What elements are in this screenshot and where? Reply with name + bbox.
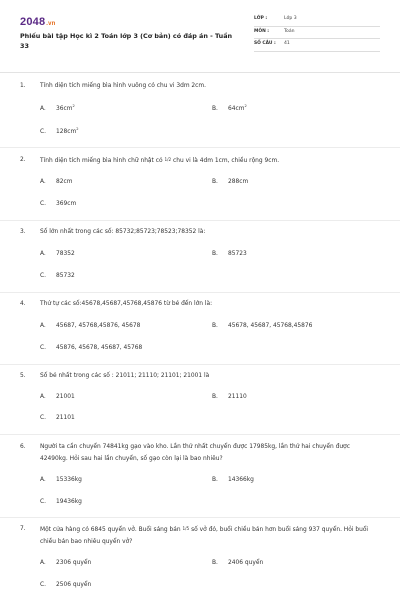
option-value: 14366kg xyxy=(228,477,254,483)
answer-option-b[interactable] xyxy=(212,323,312,329)
answer-option-c[interactable] xyxy=(40,273,75,279)
option-label: C. xyxy=(40,201,46,207)
meta-key: MÔN : xyxy=(254,28,270,34)
question-6 xyxy=(20,441,380,505)
option-value: 128cm xyxy=(56,129,77,135)
question-number: 1. xyxy=(20,83,26,89)
answer-option-a[interactable] xyxy=(40,394,75,400)
question-7 xyxy=(20,523,380,588)
question-number: 4. xyxy=(20,301,26,307)
answer-option-c[interactable] xyxy=(40,415,75,421)
question-number: 5. xyxy=(20,373,26,379)
answer-option-c[interactable] xyxy=(40,201,76,207)
question-body: Số bé nhất trong các số : 21011; 21110; 21101; 21001 là xyxy=(40,373,210,379)
meta-key: SỐ CÂU : xyxy=(254,41,276,46)
option-label: A. xyxy=(40,477,46,483)
question-3 xyxy=(20,226,380,279)
option-value: 36cm xyxy=(56,106,73,112)
answer-option-a[interactable] xyxy=(40,251,75,257)
question-text xyxy=(20,523,380,548)
meta-key: LỚP : xyxy=(254,16,268,21)
option-value: 78352 xyxy=(56,251,75,257)
site-logo[interactable] xyxy=(20,16,56,28)
answer-option-a[interactable] xyxy=(40,179,72,185)
option-label: C. xyxy=(40,129,46,135)
option-value: 21001 xyxy=(56,394,75,400)
answer-option-a[interactable] xyxy=(40,477,82,483)
option-label: B. xyxy=(212,323,218,329)
option-label: A. xyxy=(40,394,46,400)
question-text xyxy=(20,154,380,167)
question-text xyxy=(20,298,380,310)
answer-option-b[interactable] xyxy=(212,104,247,112)
worksheet-header xyxy=(0,0,400,68)
option-value: 19436kg xyxy=(56,499,82,505)
option-label: A. xyxy=(40,560,46,566)
answer-option-a[interactable] xyxy=(40,323,140,329)
logo-number: 2048 xyxy=(20,16,46,28)
fraction: 1/5 xyxy=(182,526,190,531)
option-label: A. xyxy=(40,179,46,185)
question-body-start: Một cửa hàng có 6845 quyển vở. Buổi sáng bán xyxy=(40,527,183,533)
question-text xyxy=(20,226,380,238)
question-divider xyxy=(0,292,400,293)
option-exponent: 2 xyxy=(76,127,79,131)
meta-value: Toán xyxy=(284,28,295,34)
answer-option-a[interactable] xyxy=(40,560,91,566)
answer-option-b[interactable] xyxy=(212,477,254,483)
question-divider xyxy=(0,364,400,365)
question-1 xyxy=(20,80,380,135)
question-divider xyxy=(0,517,400,518)
header-divider xyxy=(0,72,400,73)
option-label: C. xyxy=(40,415,46,421)
answer-option-b[interactable] xyxy=(212,560,263,566)
answer-option-b[interactable] xyxy=(212,251,247,257)
question-5 xyxy=(20,370,380,421)
question-body: Tính diện tích miếng bìa hình vuông có chu vi 3dm 2cm. xyxy=(40,83,207,89)
answer-option-c[interactable] xyxy=(40,582,91,588)
page-title: Phiếu bài tập Học kì 2 Toán lớp 3 (Cơ bản) có đáp án - Tuần 33 xyxy=(20,32,233,50)
option-label: B. xyxy=(212,106,218,112)
question-body-start: Tính diện tích miếng bìa hình chữ nhật có xyxy=(40,158,165,164)
option-label: C. xyxy=(40,499,46,505)
answer-option-a[interactable] xyxy=(40,104,75,112)
option-value: 45687, 45768,45876, 45678 xyxy=(56,323,141,329)
option-value: 2506 quyển xyxy=(56,582,92,588)
question-number: 3. xyxy=(20,229,26,235)
meta-value: 41 xyxy=(284,41,290,46)
question-4 xyxy=(20,298,380,351)
meta-row-count xyxy=(254,39,380,52)
option-label: B. xyxy=(212,251,218,257)
question-number: 2. xyxy=(20,157,26,163)
option-value: 85732 xyxy=(56,273,75,279)
question-number: 6. xyxy=(20,444,26,450)
option-label: A. xyxy=(40,323,46,329)
question-2 xyxy=(20,154,380,207)
option-label: C. xyxy=(40,345,46,351)
option-value: 64cm xyxy=(228,106,245,112)
option-label: A. xyxy=(40,251,46,257)
option-value: 21110 xyxy=(228,394,247,400)
option-value: 288cm xyxy=(228,179,249,185)
option-value: 45678, 45687, 45768,45876 xyxy=(228,323,313,329)
question-divider xyxy=(0,147,400,148)
option-value: 21101 xyxy=(56,415,75,421)
answer-option-c[interactable] xyxy=(40,345,142,351)
question-body-end: số vở đó, buổi chiều bán hơn buổi sáng 937 quyển. Hỏi buổi chiều bán bao nhiêu quyển vở? xyxy=(40,527,369,545)
question-text xyxy=(20,370,380,382)
question-divider xyxy=(0,220,400,221)
question-body: Người ta cần chuyển 74841kg gạo vào kho. Lần thứ nhất chuyển được 17985kg, lần thứ hai chuyển được 42490kg. Hỏi sau hai lần chuyển, số gạo còn lại là bao nhiêu? xyxy=(40,444,350,462)
question-body: Số lớn nhất trong các số: 85732;85723;78523;78352 là: xyxy=(40,229,206,235)
option-label: B. xyxy=(212,394,218,400)
meta-row-subject xyxy=(254,27,380,40)
option-value: 2306 quyển xyxy=(56,560,92,566)
option-label: B. xyxy=(212,179,218,185)
option-value: 82cm xyxy=(56,179,73,185)
answer-option-c[interactable] xyxy=(40,499,82,505)
option-label: A. xyxy=(40,106,46,112)
worksheet-meta xyxy=(254,14,380,52)
meta-value: Lớp 3 xyxy=(284,16,297,21)
question-divider xyxy=(0,434,400,435)
option-value: 45876, 45678, 45687, 45768 xyxy=(56,345,143,351)
meta-row-class xyxy=(254,14,380,27)
question-number: 7. xyxy=(20,526,26,532)
answer-option-c[interactable] xyxy=(40,127,79,135)
option-value: 85723 xyxy=(228,251,247,257)
option-value: 15336kg xyxy=(56,477,82,483)
logo-suffix: .vn xyxy=(46,21,56,27)
option-exponent: 2 xyxy=(244,104,247,108)
option-label: C. xyxy=(40,273,46,279)
option-value: 2406 quyển xyxy=(228,560,264,566)
question-text xyxy=(20,80,380,92)
option-label: B. xyxy=(212,560,218,566)
question-text xyxy=(20,441,380,465)
answer-option-b[interactable] xyxy=(212,394,247,400)
option-label: C. xyxy=(40,582,46,588)
option-value: 369cm xyxy=(56,201,77,207)
fraction: 1/2 xyxy=(164,157,172,162)
option-label: B. xyxy=(212,477,218,483)
answer-option-b[interactable] xyxy=(212,179,248,185)
option-exponent: 2 xyxy=(72,104,75,108)
question-body-end: chu vi là 4dm 1cm, chiều rộng 9cm. xyxy=(171,158,280,164)
question-body: Thứ tự các số:45678,45687,45768,45876 từ bé đến lớn là: xyxy=(40,301,213,307)
